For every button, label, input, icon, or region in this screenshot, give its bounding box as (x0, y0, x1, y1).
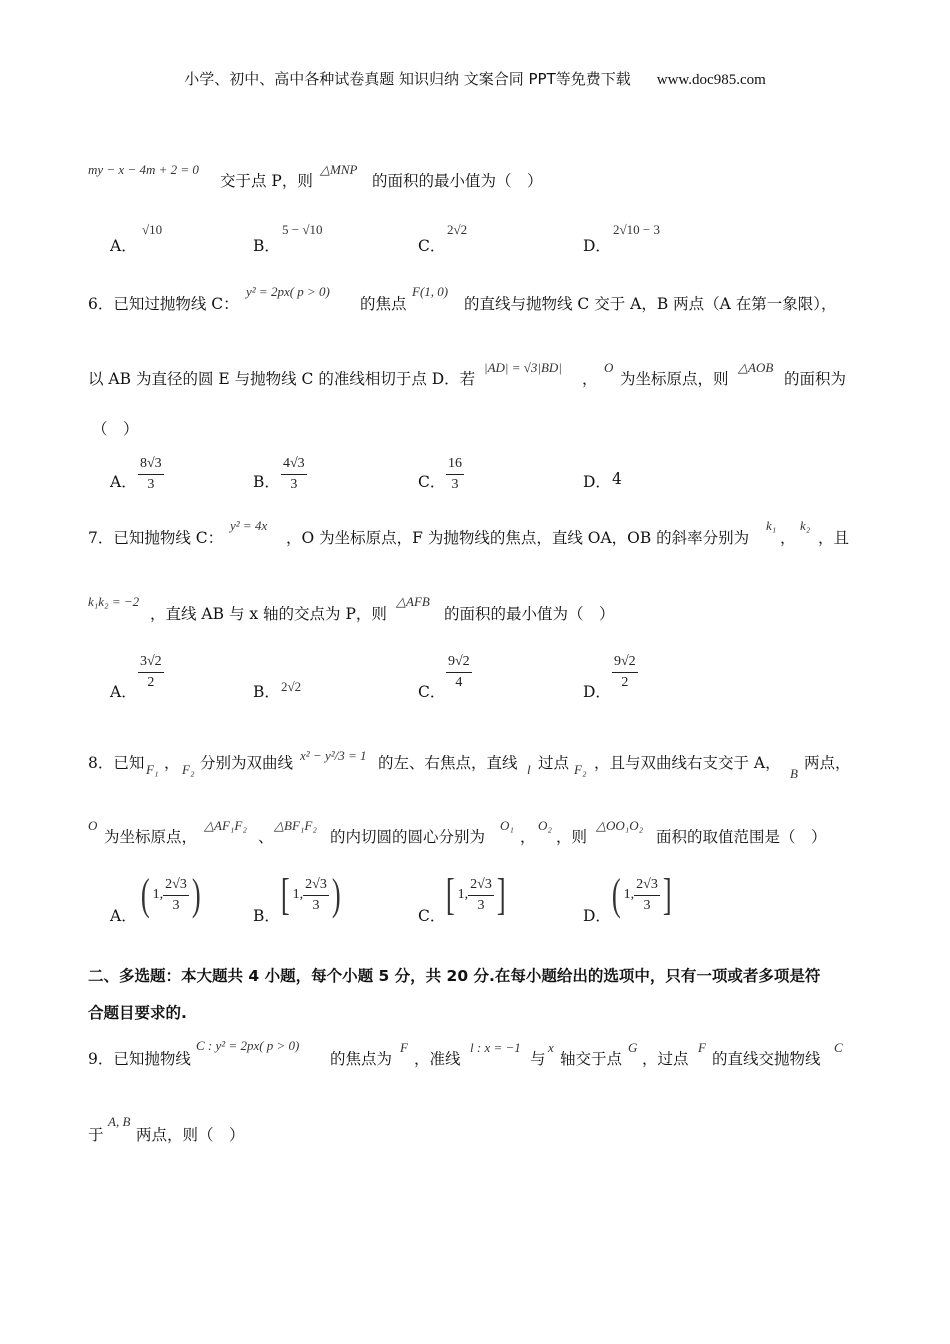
q6-option-a-den: 3 (147, 477, 155, 492)
q8-option-d-num: 2√3 (634, 877, 660, 896)
q8-option-d-label: D． (583, 907, 611, 925)
q7-option-a-den: 2 (147, 675, 155, 690)
q8-option-a-interval (138, 870, 204, 919)
header-site: www.doc985.com (656, 72, 766, 88)
q6-option-d-value: 4 (612, 470, 622, 488)
q8-text3: 的左、右焦点，直线 (378, 754, 518, 772)
q8-comma1: ， (164, 754, 180, 772)
q8-option-a-lo: 1, (152, 887, 164, 902)
q8-f1: F₁ (146, 762, 159, 777)
q8-option-b-right: ) (331, 870, 341, 919)
q9-text5: 轴交于点 (560, 1050, 623, 1068)
q8-text6: 两点， (804, 754, 851, 772)
q6-origin: O (604, 360, 614, 375)
q8-option-a-right: ) (191, 870, 201, 919)
q8-option-b-interval (278, 870, 344, 919)
q9-text8: 于 (88, 1126, 104, 1144)
q7-option-c-den: 4 (455, 675, 463, 690)
q6-option-c-num: 16 (446, 456, 464, 475)
header-text: 小学、初中、高中各种试卷真题 知识归纳 文案合同 PPT等免费下载 (184, 70, 631, 88)
q7-option-a-fraction (138, 654, 164, 691)
q6-triangle: △AOB (738, 360, 774, 375)
q8-text10: 面积的取值范围是（ ） (656, 828, 827, 846)
q8-option-b-label: B． (253, 907, 280, 925)
q7-text5: 的面积的最小值为（ ） (444, 605, 615, 623)
q7-option-a-label: A． (110, 683, 137, 701)
q8-triangle2: △BF₁F₂ (274, 818, 317, 833)
q9-text6: ，过点 (642, 1050, 689, 1068)
q8-option-c-left: [ (445, 870, 455, 919)
q5-triangle: △MNP (320, 162, 358, 177)
q6-option-b-den: 3 (290, 477, 298, 492)
q6-equation: y² = 2px( p > 0) (246, 284, 330, 299)
q8-option-b-left: [ (280, 870, 290, 919)
q9-focus: F (400, 1040, 408, 1055)
q8-f2b: F₂ (574, 762, 587, 777)
q8-text8: 的内切圆的圆心分别为 (330, 828, 486, 846)
q7-option-d-label: D． (583, 683, 611, 701)
q5-option-a-label: A． (110, 237, 137, 255)
q7-option-d-num: 9√2 (612, 654, 638, 673)
q9-focus2: F (698, 1040, 706, 1055)
q7-option-c-num: 9√2 (446, 654, 472, 673)
q6-option-c-den: 3 (451, 477, 459, 492)
q7-option-c-label: C． (418, 683, 446, 701)
q8-option-c-right: ] (496, 870, 506, 919)
q6-option-c-label: C． (418, 473, 446, 491)
q8-origin: O (88, 818, 98, 833)
q9-text1: 9．已知抛物线 (88, 1050, 191, 1068)
q8-o2: O₂ (538, 818, 552, 833)
q7-option-b-label: B． (253, 683, 280, 701)
q8-option-c-den: 3 (477, 897, 485, 913)
q6-text6: 为坐标原点，则 (620, 370, 729, 388)
q7-option-d-fraction (612, 654, 638, 691)
q8-option-c-interval (443, 870, 509, 919)
q6-option-c-fraction (446, 456, 464, 493)
q5-option-d-label: D． (583, 237, 611, 255)
q6-option-a-label: A． (110, 473, 137, 491)
q7-text3: ，且 (818, 529, 850, 547)
q8-f2: F₂ (182, 762, 195, 777)
q8-line-l: l (527, 762, 531, 777)
q8-option-c-num: 2√3 (468, 877, 494, 896)
q6-paren: （ ） (92, 420, 139, 438)
q5-formula: my − x − 4m + 2 = 0 (88, 162, 199, 177)
q5-text2: 的面积的最小值为（ ） (372, 172, 543, 190)
q5-option-a-value: √10 (142, 222, 163, 237)
q8-option-b-den: 3 (312, 897, 320, 913)
q7-triangle: △AFB (396, 594, 430, 609)
q8-text2: 分别为双曲线 (200, 754, 294, 772)
q7-option-d-den: 2 (621, 675, 629, 690)
q7-k1: k₁ (766, 518, 777, 533)
q8-option-a-label: A． (110, 907, 137, 925)
q7-option-c-fraction (446, 654, 472, 691)
q8-equation: x² − y²/3 = 1 (300, 748, 367, 763)
q8-option-b-lo: 1, (292, 887, 304, 902)
q7-equation: y² = 4x (230, 518, 268, 533)
q6-option-b-num: 4√3 (281, 456, 307, 475)
q6-text4: 以 AB 为直径的圆 E 与抛物线 C 的准线相切于点 D．若 (88, 370, 476, 388)
q6-text3: 的直线与抛物线 C 交于 A，B 两点（A 在第一象限）， (464, 295, 837, 313)
q7-text1: 7．已知抛物线 C： (88, 529, 224, 547)
q8-option-d-lo: 1, (623, 887, 635, 902)
q7-comma: ， (780, 529, 796, 547)
q5-option-b-value: 5 − √10 (282, 222, 323, 237)
q8-point-b: B (790, 766, 798, 781)
q8-triangle3: △OO₁O₂ (596, 818, 644, 833)
q7-text2: ，O 为坐标原点，F 为抛物线的焦点，直线 OA，OB 的斜率分别为 (286, 529, 750, 547)
q5-option-c-label: C． (418, 237, 446, 255)
q9-text2: 的焦点为 (330, 1050, 393, 1068)
q9-text3: ，准线 (414, 1050, 461, 1068)
q9-text7: 的直线交抛物线 (712, 1050, 821, 1068)
q5-option-c-value: 2√2 (447, 222, 468, 237)
q8-option-a-left: ( (140, 870, 150, 919)
q6-option-a-num: 8√3 (138, 456, 164, 475)
q7-option-b-value: 2√2 (281, 679, 302, 694)
q8-text5: ，且与双曲线右支交于 A， (594, 754, 781, 772)
q8-option-d-left: ( (611, 870, 621, 919)
q7-option-a-num: 3√2 (138, 654, 164, 673)
q8-option-a-den: 3 (172, 897, 180, 913)
q6-text2: 的焦点 (360, 295, 407, 313)
q8-comma2: ， (520, 828, 536, 846)
page-header (0, 68, 950, 89)
q8-text7: 为坐标原点， (104, 828, 198, 846)
q8-option-c-lo: 1, (457, 887, 469, 902)
q8-option-b-num: 2√3 (303, 877, 329, 896)
q7-k2: k₂ (800, 518, 811, 533)
q8-text9: ，则 (556, 828, 588, 846)
q5-text1: 交于点 P，则 (220, 172, 313, 190)
q9-equation: C : y² = 2px( p > 0) (196, 1038, 300, 1053)
q6-focus: F(1, 0) (412, 284, 449, 299)
q8-option-c-label: C． (418, 907, 446, 925)
q8-text4: 过点 (538, 754, 570, 772)
q8-text1: 8．已知 (88, 754, 145, 772)
q8-triangle1: △AF₁F₂ (204, 818, 247, 833)
q9-point-g: G (628, 1040, 638, 1055)
q6-option-b-label: B． (253, 473, 280, 491)
q8-o1: O₁ (500, 818, 514, 833)
q6-option-a-fraction (138, 456, 164, 493)
q9-text4: 与 (530, 1050, 546, 1068)
q9-points-ab: A, B (108, 1114, 131, 1129)
q7-condition: k₁k₂ = −2 (88, 594, 140, 609)
q9-text9: 两点，则（ ） (136, 1126, 245, 1144)
q5-option-d-value: 2√10 − 3 (613, 222, 660, 237)
q6-text7: 的面积为 (784, 370, 847, 388)
q8-option-d-right: ] (662, 870, 672, 919)
q6-text1: 6．已知过抛物线 C： (88, 295, 239, 313)
q5-option-b-label: B． (253, 237, 280, 255)
q8-separator: 、 (258, 828, 274, 846)
q8-option-d-interval (609, 870, 675, 919)
q9-x-axis: x (548, 1040, 554, 1055)
q8-option-d-den: 3 (643, 897, 651, 913)
q6-condition: |AD| = √3|BD| (484, 360, 562, 375)
q9-curve-c: C (834, 1040, 843, 1055)
q6-option-b-fraction (281, 456, 307, 493)
section2-heading-line2: 合题目要求的. (88, 1004, 187, 1022)
q9-directrix: l : x = −1 (470, 1040, 521, 1055)
q6-text5: ， (582, 370, 598, 388)
section2-heading-line1: 二、多选题：本大题共 4 小题，每个小题 5 分，共 20 分.在每小题给出的选项中，只有一项或者多项是符 (88, 967, 821, 985)
q6-option-d-label: D． (583, 473, 611, 491)
q8-option-a-num: 2√3 (163, 877, 189, 896)
q7-text4: ，直线 AB 与 x 轴的交点为 P，则 (150, 605, 387, 623)
